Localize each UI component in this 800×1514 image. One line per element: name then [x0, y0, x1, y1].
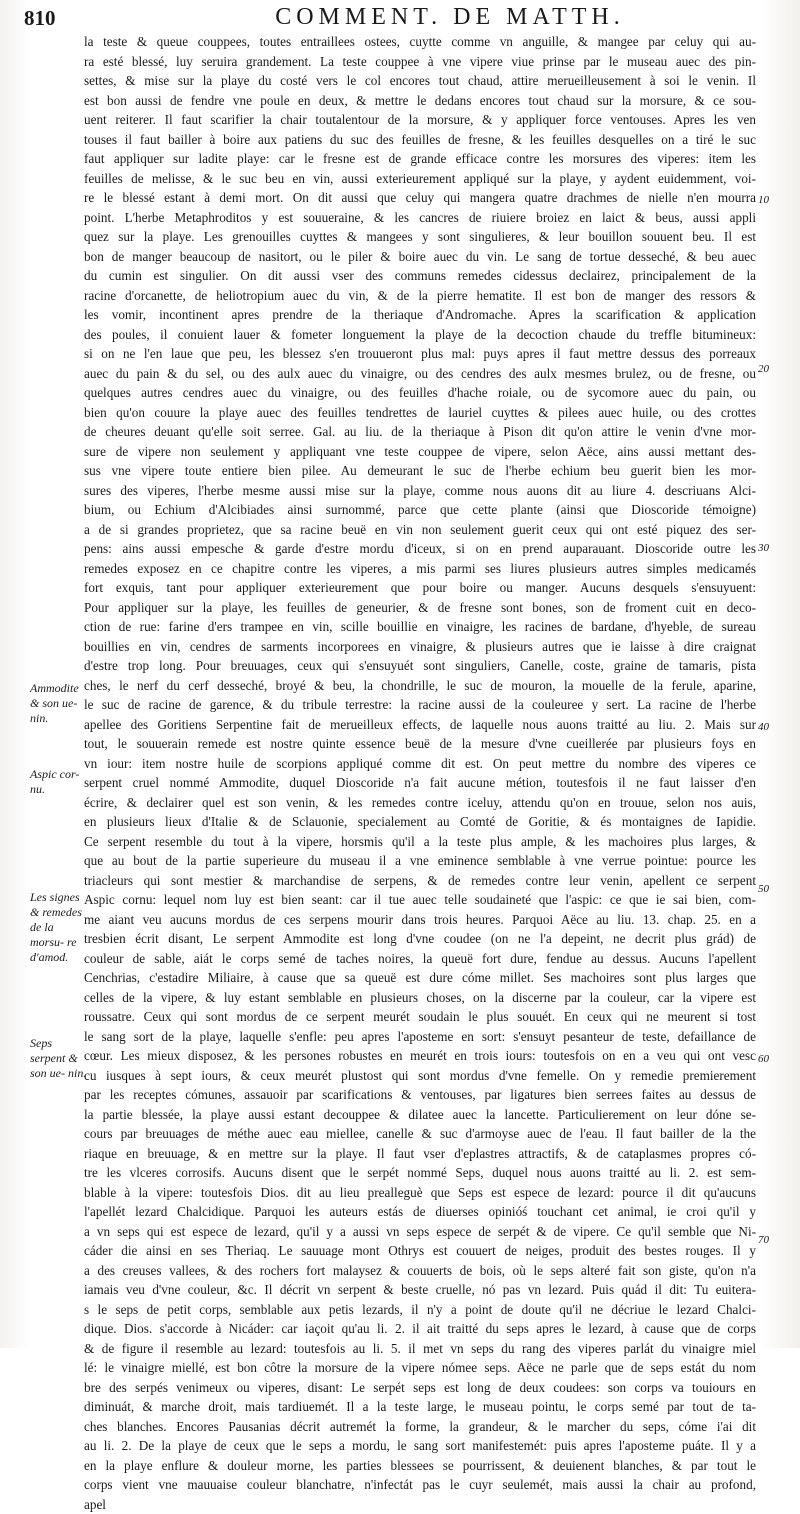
text-line: écrire, & declairer quel est son venin, & les remedes contre iceluy, attendu qu'on en trouue, selon nos auis,	[84, 793, 756, 813]
text-line: lé: le vinaigre miellé, est bon côtre la morsure de la vipere nómee seps. Aëce ne parle que de seps estát du nom	[84, 1358, 756, 1378]
text-line: bre des serpés venimeux ou viperes, disant: Le serpét seps est long de deux coudees: son corps va touiours en	[84, 1378, 756, 1398]
text-line: l'apellét lezard Chalcidique. Parquoi les auteurs estás de diuerses opinióś touchant cet animal, ie croi qu'il y	[84, 1202, 756, 1222]
text-line: des poules, il conuient lauer & fometer longuement la playe de la decoction chaude du treffle bitumineux:	[84, 325, 756, 345]
running-title: COMMENT. DE MATTH.	[200, 4, 700, 31]
text-line: serpent cruel nommé Ammodite, duquel Dioscoride n'a fait aucune métion, toutesfois il ne faut laisser d'en	[84, 773, 756, 793]
text-line: le suc de racine de garence, & du tribule terrestre: la racine aussi de la couleuree y sert. La racine de l'herbe	[84, 695, 756, 715]
text-line: en plusieurs lieux d'Italie & de Sclauonie, specialement au Comté de Goritie, & és montaignes de Iapidie.	[84, 812, 756, 832]
text-line: settes, & mise sur la playe du costé vers le col encores tout chaud, attire merueilleusement à soi le venin. Il	[84, 71, 756, 91]
line-number-50: 50	[758, 883, 769, 895]
side-note-ammodite: Ammodite & son ue- nin.	[30, 681, 88, 726]
text-line: & de figure il resemble au lezard: toutesfois au li. 5. il met vn seps du rang des viperes parlát du vinaigre miel	[84, 1339, 756, 1359]
text-line: ction de rue: farine d'ers trampee en vin, scille bouillie en vinaigre, les racines de bardane, d'hyeble, de sureau	[84, 617, 756, 637]
text-line: Aspic cornu: lequel nom luy est bien seant: car il tue auec telle soudaineté que l'aspic: ce que ie sai bien, com-	[84, 890, 756, 910]
side-note-signes-remedes: Les signes & remedes de la morsu- re d'amod.	[30, 890, 88, 965]
text-line: si on ne l'en laue que peu, les blessez s'en trouueront plus mal: puys apres il faut mettre dessus des porreaux	[84, 344, 756, 364]
line-number-40: 40	[758, 721, 769, 733]
text-line: dique. Dios. s'accorde à Nicáder: car iaçoit qu'au li. 2. il ait traitté du seps apres le lezard, à cause que de corps	[84, 1319, 756, 1339]
text-line: par les receptes cómunes, assauoir par scarifications & ventouses, par ligatures bien serrees faites au dessus de	[84, 1085, 756, 1105]
text-line: bium, ou Echium d'Alcibiades ainsi surnommé, parce que cette plante (ainsi que Dioscoride témoigne)	[84, 500, 756, 520]
text-line: Cenchrias, c'estadire Miliaire, à cause que sa queuë est dure cóme millet. Ses machoires sont plus larges que	[84, 968, 756, 988]
text-line: ra esté blessé, luy seruira grandement. La teste couppee à vne vipere viue prinse par le museau auec des pin-	[84, 52, 756, 72]
text-line: a de si grandes proprietez, que sa racine beuë en vin non seulement guerit ceux qui ont esté piquez des ser-	[84, 520, 756, 540]
line-number-60: 60	[758, 1053, 769, 1065]
text-line: blable à la vipere: toutesfois Dios. dit au lieu prealleguè que Seps est espece de lezard: pource il dit qu'aucuns	[84, 1183, 756, 1203]
text-line: fort exquis, tant pour appliquer exterieurement que pour boire ou manger. Aucuns desquels s'ensuyuent:	[84, 578, 756, 598]
line-number-70: 70	[758, 1234, 769, 1246]
text-line: du cumin est singulier. On dit aussi vser des communs remedes cidessus declairez, principalement de la	[84, 266, 756, 286]
text-line: la teste & queue couppees, toutes entraillees ostees, cuytte comme vn anguille, & mangee par celuy qui au-	[84, 32, 756, 52]
text-line: ches blanches. Encores Pausanias décrit autremét la forme, la grandeur, & le marcher du seps, cóme i'ai dit	[84, 1417, 756, 1437]
text-line: me aiant veu aucuns mordus de ces serpens mourir dans trois heures. Parquoi Aëce au liu. 13. chap. 25. en a	[84, 910, 756, 930]
text-line: point. L'herbe Metaphroditos y est souueraine, & les cancres de riuiere broiez en laict & beus, aussi appli	[84, 208, 756, 228]
text-line: vn iour: item nostre huile de scorpions appliqué comme dit est. On peut mettre du nombre des viperes ce	[84, 754, 756, 774]
text-line: apel	[84, 1495, 756, 1514]
text-line: racine d'orcanette, de heliotropium auec du vin, & de la pierre hematite. Il est bon de manger des ressors &	[84, 286, 756, 306]
text-line: Ce serpent resemble du tout à la vipere, horsmis qu'il a la teste plus ample, & les machoires plus larges, &	[84, 832, 756, 852]
text-line: quez sur la playe. Les grenouilles cuyttes & mangees y sont singulieres, & leur bouillon souuent beu. Il est	[84, 227, 756, 247]
text-line: bouillies en vin, cendres de sarments incorporees en vinaigre, & plusieurs autres que ie laisse à dire craignat	[84, 637, 756, 657]
text-line: apellee des Goritiens Serpentine fait de merueilleux effects, de laquelle nous auons traitté au liu. 2. Mais sur	[84, 715, 756, 735]
side-note-seps-serpent: Seps serpent & son ue- nin.	[30, 1036, 88, 1081]
text-line: ches, le nerf du cerf desseché, broyé & beu, la chondrille, le suc de mouron, la mouelle de la ferule, aparine,	[84, 676, 756, 696]
text-line: tre les vlceres corrosifs. Aucuns disent que le serpét nommé Seps, duquel nous auons traitté au li. 2. est sem-	[84, 1163, 756, 1183]
text-line: auec du pain & du sel, ou des aulx auec du vinaigre, ou des cendres des aulx mesmes brulez, ou de fresne, ou	[84, 364, 756, 384]
text-line: de cheures deuant qu'elle soit serree. Gal. au liu. de la theriaque à Pison dit qu'on attire le venin d'vne mor-	[84, 422, 756, 442]
text-line: faut appliquer sur ladite playe: car le fresne est de grande efficace contre les morsures des viperes: item les	[84, 149, 756, 169]
text-line: s le seps de petit corps, semblable aux petis lezards, il n'y a point de doute qu'il ne décriue le lezard Chalci-	[84, 1300, 756, 1320]
text-line: feuilles de melisse, & le suc beu en vin, aussi exterieurement appliqué sur la playe, y aydent euidemment, voi-	[84, 169, 756, 189]
text-line: sure de vipere non seulement y appliquant vne teste couppee de vipere, selon Aëce, ains aussi mettant des-	[84, 442, 756, 462]
text-line: en la playe enflure & douleur morne, les parties blessees se pourrissent, & deuienent blanches, & par tout le	[84, 1456, 756, 1476]
text-line: diminuát, & marche droit, mais tardiuemét. Il a la teste large, le museau pointu, le corps semé par tout de ta-	[84, 1397, 756, 1417]
text-line: sus vne vipere toute entiere bien pilee. Au demeurant le suc de l'herbe echium beu guerit bien les mor-	[84, 461, 756, 481]
text-line: les vomir, incontinent apres prendre de la theriaque d'Andromache. Apres la scarification & application	[84, 305, 756, 325]
text-line: a vn seps qui est espece de lezard, qu'il y a aussi vn seps espece de serpét & de vipere. Ce qu'il semble que Ni-	[84, 1222, 756, 1242]
text-line: iamais veu d'vne couleur, &c. Il décrit vn serpent & beste cruelle, nó pas vn lezard. Puis quád il dit: Tu euitera-	[84, 1280, 756, 1300]
text-line: cu iusques à sept iours, & ceux meurét plustost qui sont mordus d'vne femelle. On y remedie premierement	[84, 1066, 756, 1086]
text-line: sures des viperes, l'herbe mesme aussi mise sur la playe, comme nous auons dit au liure 4. descriuans Alci-	[84, 481, 756, 501]
text-line: touses il faut bailler à boire aux patiens du suc des feuilles de fresne, & les feuilles desquelles on a tiré le suc	[84, 130, 756, 150]
text-line: couleur de sable, aiát le corps semé de taches noires, la queuë fort dure, fendue au dessus. Aucuns l'apellent	[84, 949, 756, 969]
text-line: le sang sort de la playe, laquelle s'enfle: peu apres l'aposteme en sort: s'ensuyt pesanteur de teste, defaillance de	[84, 1027, 756, 1047]
text-line: est bon aussi de fendre vne poule en deux, & mettre le dedans encores tout chaud sur la morsure, & ce sou-	[84, 91, 756, 111]
side-note-aspic-cornu: Aspic cor- nu.	[30, 767, 88, 797]
text-line: celles de la vipere, & luy estant semblable en plusieurs choses, on la discerne par la couleur, car la vipere est	[84, 988, 756, 1008]
text-line: Pour appliquer sur la playe, les feuilles de geneurier, & de fresne sont bones, son de froment cuit en deco-	[84, 598, 756, 618]
text-line: corps vient vne mauuaise couleur blanchatre, n'infectát pas le cuyr seulemét, mais aussi la chair au profond,	[84, 1475, 756, 1495]
text-line: bien qu'on couure la playe auec des feuilles tendrettes de lauriel cuyttes & pilees auec huile, ou des crottes	[84, 403, 756, 423]
text-line: cœur. Les mieux disposez, & les persones robustes en meurét en trois iours: toutesfois on en a veu qui ont vesc	[84, 1046, 756, 1066]
text-line: bon de manger beaucoup de nasitort, ou le piler & boire auec du vin. Le sang de tortue desseché, & beu auec	[84, 247, 756, 267]
text-line: au li. 2. De la playe de ceux que le seps a mordu, le sang sort manifestemét: puis apres l'aposteme puáte. Il y a	[84, 1436, 756, 1456]
text-line: quelques autres cendres auec du vinaigre, ou des feuilles d'hache roiale, ou de sycomore auec du pain, ou	[84, 383, 756, 403]
page-number: 810	[24, 6, 56, 31]
text-line: cours par breuuages de méthe auec eau miellee, canelle & suc d'armoyse auec de l'eau. Il faut bailler de la the	[84, 1124, 756, 1144]
text-line: riaque en breuuage, & en mettre sur la playe. Il faut vser d'eplastres attractifs, & de cataplasmes propres có-	[84, 1144, 756, 1164]
text-line: a des creuses vallees, & des rochers fort malaysez & couuerts de bois, où le seps alteré fait son giste, qu'on n'a	[84, 1261, 756, 1281]
text-line: pens: ains aussi empesche & garde d'estre mordu d'iceux, si on en prend auparauant. Dioscoride outre les	[84, 539, 756, 559]
text-line: remedes exposez en ce chapitre contre les viperes, a mis parmi ses liures plusieurs autres simples medicamés	[84, 559, 756, 579]
text-line: tresbien écrit disant, Le serpent Ammodite est long d'vne coudee (on ne l'a depeint, ne decrit plus grád) de	[84, 929, 756, 949]
text-line: d'estre trop long. Pour breuuages, ceux qui s'ensuyuét sont singuliers, Canelle, coste, graine de tamaris, pista	[84, 656, 756, 676]
text-line: uent reiterer. Il faut scarifier la chair toutalentour de la morsure, & y appliquer force ventouses. Apres les ven	[84, 110, 756, 130]
body-text	[84, 32, 756, 1340]
text-line: re le blessé estant à demi mort. On dit aussi que celuy qui mangera quatre drachmes de nielle n'en mourra	[84, 188, 756, 208]
text-line: triacleurs qui sont mestier & marchandise de serpens, & de remedes contre leur venin, apellent ce serpent	[84, 871, 756, 891]
text-line: que au bout de la partie superieure du museau il a vne eminence semblable à vne verrue pointue: pource les	[84, 851, 756, 871]
text-line: la partie blessée, la playe aussi estant decouppee & dilatee auec la lancette. Particulierement on leur dóne se-	[84, 1105, 756, 1125]
text-line: tout, le souuerain remede est nostre quinte essence beuë de la mesure d'vne cueillerée par plusieurs foys en	[84, 734, 756, 754]
text-line: cáder die ainsi en ses Theriaq. Le sauuage mont Othrys est couuert de neiges, produit des bestes rouges. Il y	[84, 1241, 756, 1261]
line-number-30: 30	[758, 542, 769, 554]
line-number-20: 20	[758, 363, 769, 375]
text-line: roussatre. Ceux qui sont mordus de ce serpent meurét soudain le plus souuét. En ceux qui ne meurent si tost	[84, 1007, 756, 1027]
line-number-10: 10	[758, 194, 769, 206]
